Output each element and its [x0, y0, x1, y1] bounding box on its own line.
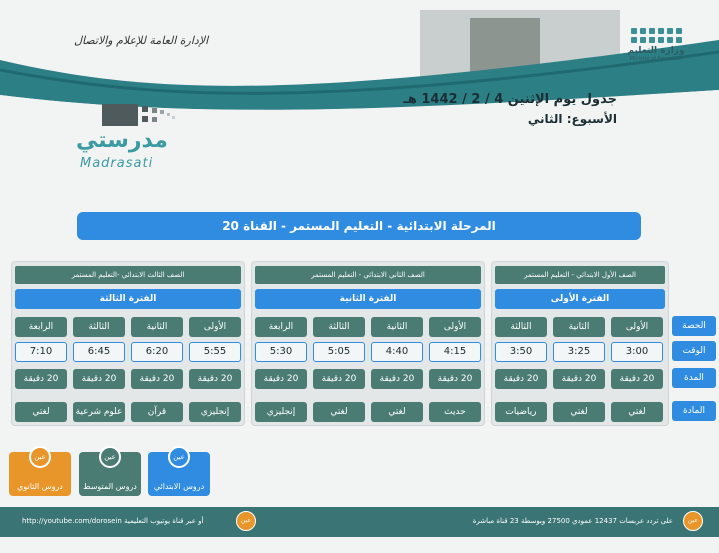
ein-channel-icon: عين — [99, 446, 121, 468]
lesson-duration: 20 دقيقة — [189, 369, 241, 389]
madrasati-logo — [72, 100, 192, 180]
badge-intermediate-lessons[interactable] — [79, 452, 141, 496]
lesson-subject: إنجليزي — [189, 402, 241, 422]
lesson-label: الثالثة — [313, 317, 365, 337]
lesson-time: 5:55 — [189, 342, 241, 362]
ministry-name-ar: وزارة التعليم — [627, 46, 685, 56]
madrasati-pixel-icon — [72, 100, 182, 130]
lesson-duration: 20 دقيقة — [313, 369, 365, 389]
row-label-subject: المادة — [672, 401, 716, 421]
lesson-time: 3:25 — [553, 342, 605, 362]
ein-channel-icon: عين — [236, 511, 256, 531]
youtube-link[interactable]: http://youtube.com/dorosein أو عبر قناة يوتيوب التعليمية — [22, 517, 204, 525]
lesson-time: 3:50 — [495, 342, 547, 362]
lesson-time: 5:05 — [313, 342, 365, 362]
lesson-subject: لغتي — [371, 402, 423, 422]
lesson-duration: 20 دقيقة — [73, 369, 125, 389]
badge-label: دروس المتوسط — [83, 482, 137, 491]
lesson-time: 6:45 — [73, 342, 125, 362]
badge-label: دروس الثانوي — [17, 482, 63, 491]
lesson-subject: قرآن — [131, 402, 183, 422]
period-title: الفترة الأولى — [495, 289, 665, 309]
lesson-duration: 20 دقيقة — [429, 369, 481, 389]
lesson-duration: 20 دقيقة — [495, 369, 547, 389]
grade-title: الصف الثاني الابتدائي - التعليم المستمر — [255, 266, 481, 284]
lesson-label: الثانية — [371, 317, 423, 337]
lesson-subject: لغتي — [553, 402, 605, 422]
lesson-time: 7:10 — [15, 342, 67, 362]
lesson-duration: 20 دقيقة — [15, 369, 67, 389]
lesson-subject: لغتي — [15, 402, 67, 422]
lesson-time: 4:15 — [429, 342, 481, 362]
logo-text-en: Madrasati — [80, 156, 154, 171]
badge-primary-lessons[interactable] — [148, 452, 210, 496]
ministry-name-en: Ministry of Education — [629, 56, 683, 62]
lesson-label: الرابعة — [15, 317, 67, 337]
badge-secondary-lessons[interactable] — [9, 452, 71, 496]
lesson-subject: لغتي — [611, 402, 663, 422]
footer — [0, 507, 719, 537]
lesson-label: الثانية — [131, 317, 183, 337]
schedule-date: جدول يوم الإثنين 4 / 2 / 1442 هـ — [403, 92, 617, 107]
logo-text-ar: مدرستي — [76, 128, 168, 153]
lesson-subject: رياضيات — [495, 402, 547, 422]
stage-channel-banner: المرحلة الابتدائية - التعليم المستمر - القناة 20 — [77, 212, 641, 240]
lesson-label: الأولى — [189, 317, 241, 337]
badge-label: دروس الابتدائي — [153, 482, 205, 491]
grade-title: الصف الثالث الابتدائي -التعليم المستمر — [15, 266, 241, 284]
lesson-duration: 20 دقيقة — [131, 369, 183, 389]
schedule-week: الأسبوع: الثاني — [527, 112, 617, 126]
lesson-label: الثانية — [553, 317, 605, 337]
ministry-dots-icon — [621, 28, 691, 43]
ministry-logo — [621, 28, 691, 62]
satellite-frequency-text: على تردد عربسات 12437 عمودي 27500 وبوسطة 23 قناة مباشرة — [472, 517, 673, 525]
lesson-duration: 20 دقيقة — [255, 369, 307, 389]
lesson-time: 6:20 — [131, 342, 183, 362]
lesson-time: 5:30 — [255, 342, 307, 362]
schedule-panel-grade-1 — [491, 261, 669, 426]
lesson-subject: لغتي — [313, 402, 365, 422]
row-label-duration: المدة — [672, 368, 716, 388]
lesson-duration: 20 دقيقة — [371, 369, 423, 389]
lesson-time: 3:00 — [611, 342, 663, 362]
lesson-time: 4:40 — [371, 342, 423, 362]
period-title: الفترة الثالثة — [15, 289, 241, 309]
ein-channel-icon: عين — [683, 511, 703, 531]
schedule-panel-grade-2 — [251, 261, 485, 426]
grade-title: الصف الأول الابتدائي - التعليم المستمر — [495, 266, 665, 284]
lesson-label: الأولى — [429, 317, 481, 337]
row-label-time: الوقت — [672, 341, 716, 361]
lesson-label: الثالثة — [73, 317, 125, 337]
lesson-duration: 20 دقيقة — [611, 369, 663, 389]
lesson-subject: إنجليزي — [255, 402, 307, 422]
lesson-subject: حديث — [429, 402, 481, 422]
period-title: الفترة الثانية — [255, 289, 481, 309]
bottom-strip — [0, 537, 719, 553]
ein-channel-icon: عين — [29, 446, 51, 468]
gov-department-title: الإدارة العامة للإعلام والاتصال — [74, 34, 209, 47]
ein-channel-icon: عين — [168, 446, 190, 468]
lesson-label: الأولى — [611, 317, 663, 337]
schedule-panel-grade-3 — [11, 261, 245, 426]
lesson-label: الثالثة — [495, 317, 547, 337]
row-label-period: الحصة — [672, 316, 716, 336]
lesson-duration: 20 دقيقة — [553, 369, 605, 389]
lesson-subject: علوم شرعية — [73, 402, 125, 422]
lesson-label: الرابعة — [255, 317, 307, 337]
